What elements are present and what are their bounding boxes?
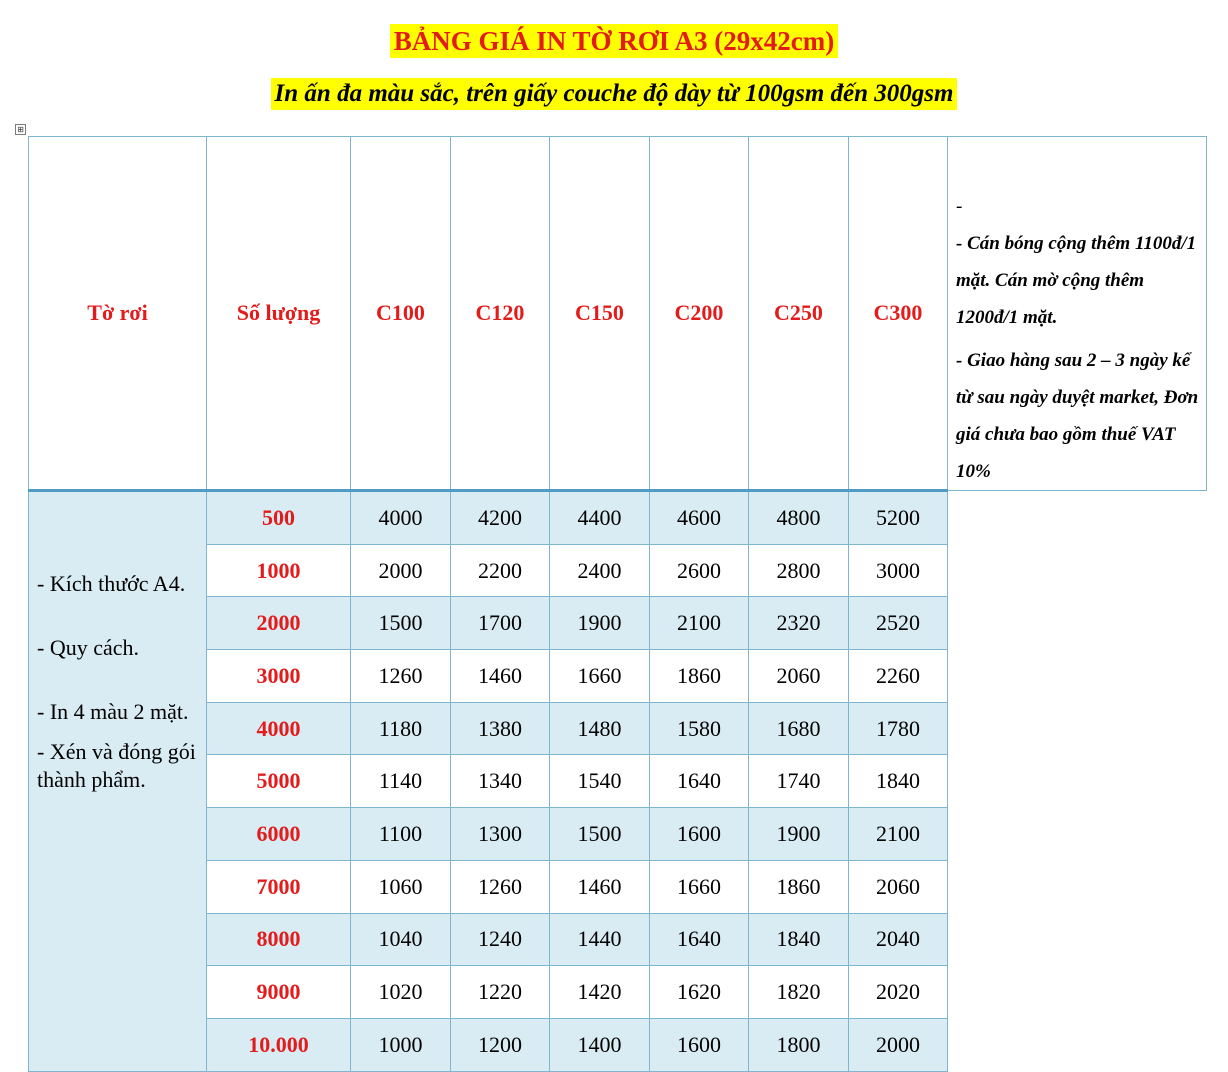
qty-cell: 10.000 (207, 1018, 351, 1071)
price-cell: 1900 (749, 808, 849, 861)
notes-delivery: - Giao hàng sau 2 – 3 ngày kể từ sau ngày duyệt market, Đơn giá chưa bao gồm thuế VAT 10% (956, 350, 1199, 482)
notes-cell (948, 137, 1206, 490)
price-cell: 2100 (849, 808, 948, 861)
header-quantity: Số lượng (207, 137, 351, 491)
price-cell: 1840 (749, 913, 849, 966)
qty-cell: 9000 (207, 966, 351, 1019)
price-cell: 1260 (451, 860, 550, 913)
price-cell: 1060 (351, 860, 451, 913)
price-cell: 1620 (650, 966, 749, 1019)
price-cell: 1140 (351, 755, 451, 808)
notes-dash: - (956, 196, 963, 217)
price-cell: 4800 (749, 491, 849, 545)
price-cell: 2000 (849, 1018, 948, 1071)
price-cell: 1820 (749, 966, 849, 1019)
price-cell: 1740 (749, 755, 849, 808)
page-title: BẢNG GIÁ IN TỜ RƠI A3 (29x42cm) (390, 24, 839, 58)
price-cell: 2320 (749, 597, 849, 650)
qty-cell: 500 (207, 491, 351, 545)
price-cell: 1240 (451, 913, 550, 966)
price-cell: 1800 (749, 1018, 849, 1071)
spec-finishing: - Xén và đóng gói thành phẩm. (37, 739, 196, 792)
price-cell: 1020 (351, 966, 451, 1019)
header-c150: C150 (550, 137, 650, 491)
price-cell: 1260 (351, 650, 451, 703)
spec-format: - Quy cách. (37, 635, 140, 660)
price-cell: 1460 (451, 650, 550, 703)
price-cell: 1900 (550, 597, 650, 650)
price-cell: 1640 (650, 755, 749, 808)
price-cell: 1540 (550, 755, 650, 808)
qty-cell: 8000 (207, 913, 351, 966)
price-cell: 1460 (550, 860, 650, 913)
price-cell: 2800 (749, 544, 849, 597)
qty-cell: 2000 (207, 597, 351, 650)
price-cell: 4600 (650, 491, 749, 545)
price-cell: 1700 (451, 597, 550, 650)
price-cell: 1680 (749, 702, 849, 755)
price-cell: 1500 (351, 597, 451, 650)
spec-cell (29, 491, 207, 1072)
title-wrap (0, 24, 1228, 58)
header-c120: C120 (451, 137, 550, 491)
header-row (29, 137, 1207, 491)
price-cell: 2040 (849, 913, 948, 966)
price-cell: 1100 (351, 808, 451, 861)
price-cell: 1480 (550, 702, 650, 755)
price-cell: 1660 (550, 650, 650, 703)
price-cell: 2060 (849, 860, 948, 913)
spec-color: - In 4 màu 2 mặt. (37, 699, 189, 724)
notes-lamination: - Cán bóng cộng thêm 1100đ/1 mặt. Cán mờ cộng thêm 1200đ/1 mặt. (956, 233, 1197, 328)
table-move-handle-icon[interactable]: ⊞ (15, 124, 26, 135)
price-cell: 2400 (550, 544, 650, 597)
header-c200: C200 (650, 137, 749, 491)
header-c100: C100 (351, 137, 451, 491)
price-cell: 1180 (351, 702, 451, 755)
price-cell: 1600 (650, 808, 749, 861)
price-cell: 2520 (849, 597, 948, 650)
spec-size: - Kích thước A4. (37, 571, 186, 596)
price-cell: 1660 (650, 860, 749, 913)
price-cell: 4000 (351, 491, 451, 545)
price-cell: 1420 (550, 966, 650, 1019)
qty-cell: 1000 (207, 544, 351, 597)
price-cell: 2100 (650, 597, 749, 650)
price-cell: 1300 (451, 808, 550, 861)
price-cell: 1220 (451, 966, 550, 1019)
price-cell: 2200 (451, 544, 550, 597)
table-row (29, 491, 1207, 545)
header-c250: C250 (749, 137, 849, 491)
price-cell: 1500 (550, 808, 650, 861)
qty-cell: 7000 (207, 860, 351, 913)
price-cell: 1780 (849, 702, 948, 755)
subtitle-wrap (0, 78, 1228, 110)
price-cell: 1580 (650, 702, 749, 755)
price-cell: 1380 (451, 702, 550, 755)
price-cell: 1040 (351, 913, 451, 966)
price-cell: 1200 (451, 1018, 550, 1071)
price-cell: 5200 (849, 491, 948, 545)
price-cell: 1860 (650, 650, 749, 703)
price-cell: 1400 (550, 1018, 650, 1071)
price-cell: 4200 (451, 491, 550, 545)
qty-cell: 6000 (207, 808, 351, 861)
price-cell: 1000 (351, 1018, 451, 1071)
qty-cell: 5000 (207, 755, 351, 808)
header-flyer: Tờ rơi (29, 137, 207, 491)
price-cell: 1600 (650, 1018, 749, 1071)
price-cell: 1860 (749, 860, 849, 913)
qty-cell: 4000 (207, 702, 351, 755)
header-c300: C300 (849, 137, 948, 491)
price-cell: 1840 (849, 755, 948, 808)
price-cell: 2060 (749, 650, 849, 703)
price-cell: 2600 (650, 544, 749, 597)
notes-cell-outer (948, 137, 1207, 491)
page-subtitle: In ấn đa màu sắc, trên giấy couche độ dày từ 100gsm đến 300gsm (271, 78, 958, 110)
price-cell: 2000 (351, 544, 451, 597)
price-table (28, 136, 1207, 1072)
price-cell: 2260 (849, 650, 948, 703)
price-cell: 1640 (650, 913, 749, 966)
price-cell: 1340 (451, 755, 550, 808)
price-cell: 1440 (550, 913, 650, 966)
price-cell: 4400 (550, 491, 650, 545)
price-cell: 3000 (849, 544, 948, 597)
qty-cell: 3000 (207, 650, 351, 703)
price-cell: 2020 (849, 966, 948, 1019)
